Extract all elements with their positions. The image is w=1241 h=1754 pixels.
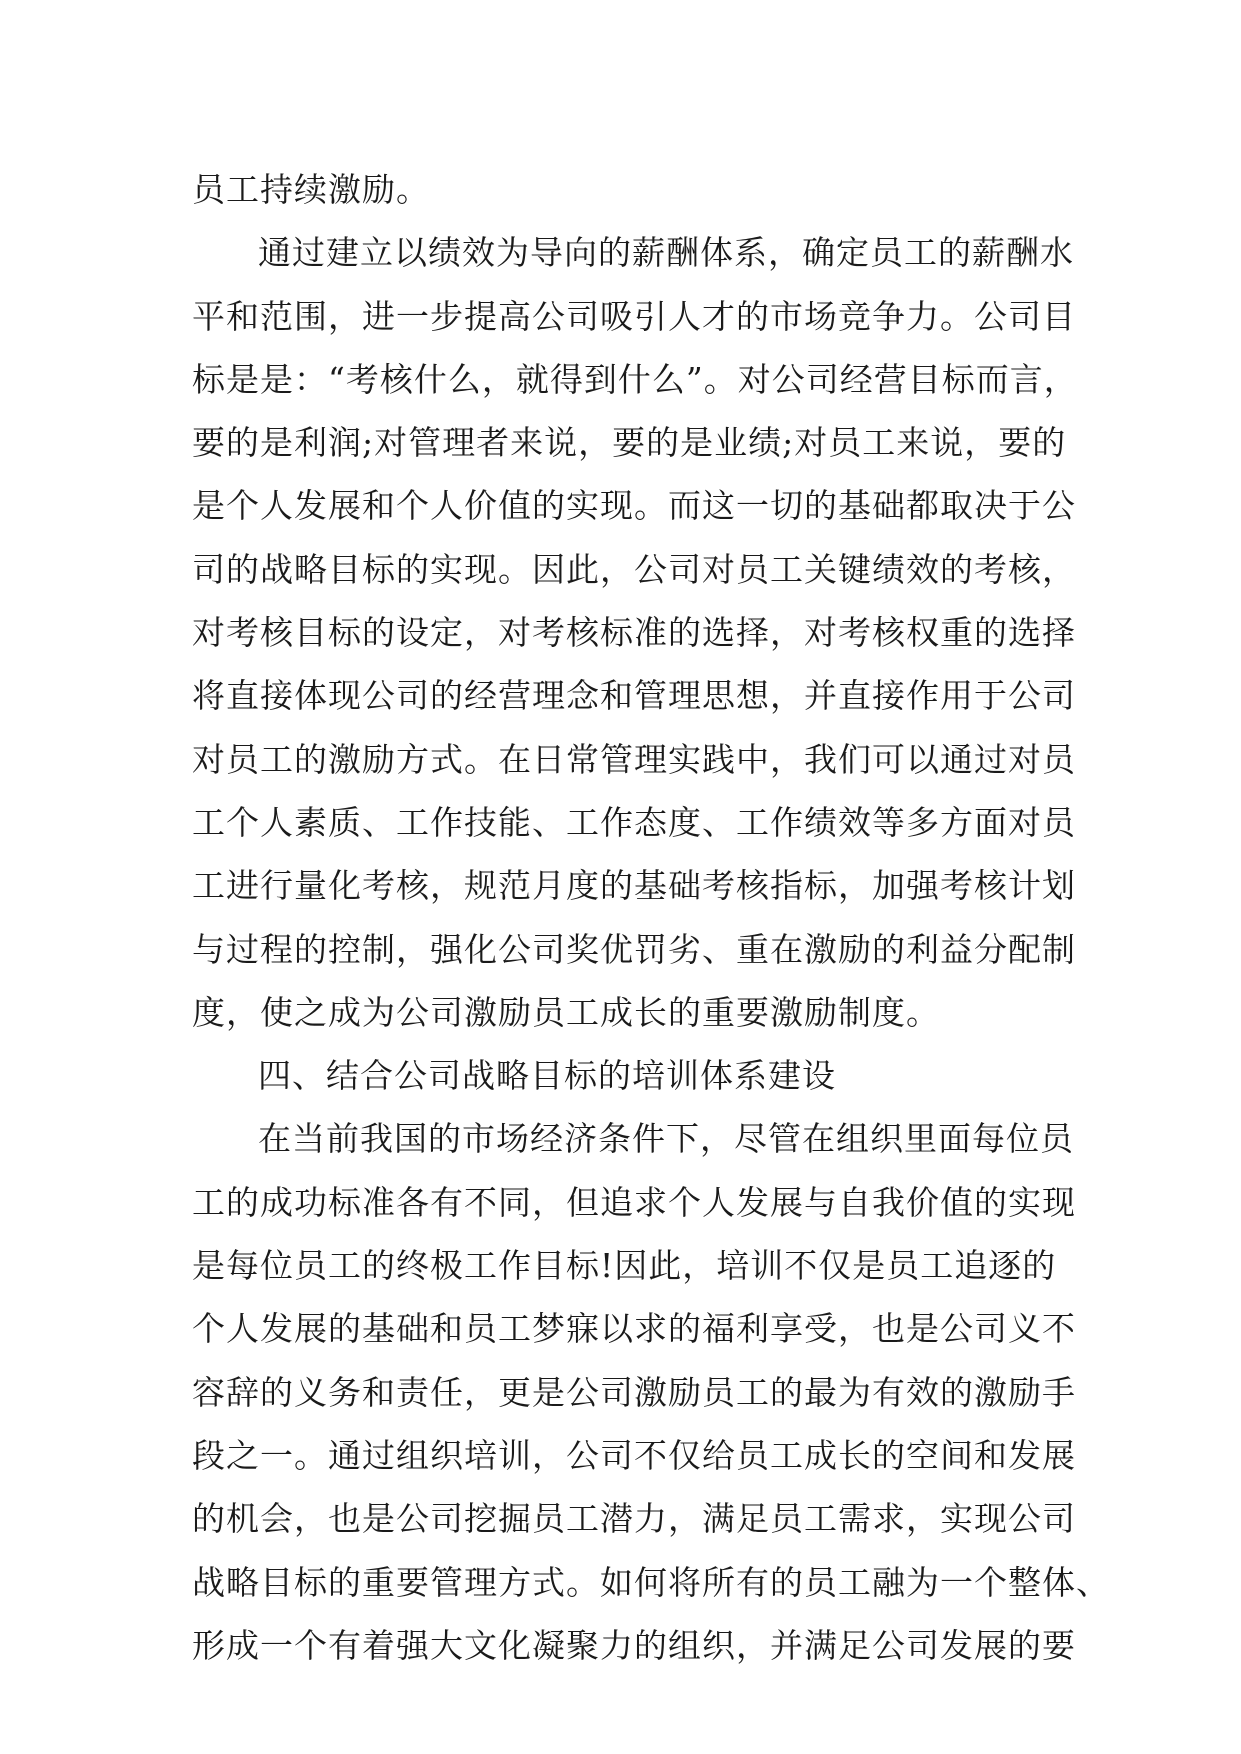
text-line: 平和范围，进一步提高公司吸引人才的市场竞争力。公司目 bbox=[192, 296, 1076, 336]
section-heading: 四、结合公司战略目标的培训体系建设 bbox=[258, 1056, 836, 1096]
text-line: 形成一个有着强大文化凝聚力的组织，并满足公司发展的要 bbox=[192, 1625, 1076, 1665]
text-line: 通过建立以绩效为导向的薪酬体系，确定员工的薪酬水 bbox=[258, 233, 1074, 273]
text-line: 标是是：“考核什么，就得到什么”。对公司经营目标而言， bbox=[192, 359, 1078, 399]
text-line: 对考核目标的设定，对考核标准的选择，对考核权重的选择 bbox=[192, 613, 1076, 653]
text-line: 个人发展的基础和员工梦寐以求的福利享受，也是公司义不 bbox=[192, 1309, 1076, 1349]
text-line: 战略目标的重要管理方式。如何将所有的员工融为一个整体、 bbox=[192, 1562, 1110, 1602]
text-line: 工进行量化考核，规范月度的基础考核指标，加强考核计划 bbox=[192, 866, 1076, 906]
text-line: 员工持续激励。 bbox=[192, 170, 430, 209]
text-line: 与过程的控制，强化公司奖优罚劣、重在激励的利益分配制 bbox=[192, 929, 1076, 969]
text-line: 工的成功标准各有不同，但追求个人发展与自我价值的实现 bbox=[192, 1182, 1076, 1222]
text-line: 的机会，也是公司挖掘员工潜力，满足员工需求，实现公司 bbox=[192, 1499, 1076, 1539]
text-line: 工个人素质、工作技能、工作态度、工作绩效等多方面对员 bbox=[192, 802, 1076, 842]
text-line: 对员工的激励方式。在日常管理实践中，我们可以通过对员 bbox=[192, 739, 1076, 779]
text-line: 是每位员工的终极工作目标!因此，培训不仅是员工追逐的 bbox=[192, 1246, 1057, 1286]
text-line: 要的是利润;对管理者来说，要的是业绩;对员工来说，要的 bbox=[192, 423, 1067, 463]
text-line: 段之一。通过组织培训，公司不仅给员工成长的空间和发展 bbox=[192, 1435, 1076, 1475]
document-page bbox=[192, 158, 1110, 1677]
text-line: 容辞的义务和责任，更是公司激励员工的最为有效的激励手 bbox=[192, 1372, 1076, 1412]
text-line: 将直接体现公司的经营理念和管理思想，并直接作用于公司 bbox=[192, 676, 1076, 716]
text-line: 在当前我国的市场经济条件下，尽管在组织里面每位员 bbox=[258, 1119, 1074, 1159]
text-line: 是个人发展和个人价值的实现。而这一切的基础都取决于公 bbox=[192, 486, 1076, 526]
text-line: 度，使之成为公司激励员工成长的重要激励制度。 bbox=[192, 992, 940, 1032]
text-line: 司的战略目标的实现。因此，公司对员工关键绩效的考核， bbox=[192, 549, 1076, 589]
